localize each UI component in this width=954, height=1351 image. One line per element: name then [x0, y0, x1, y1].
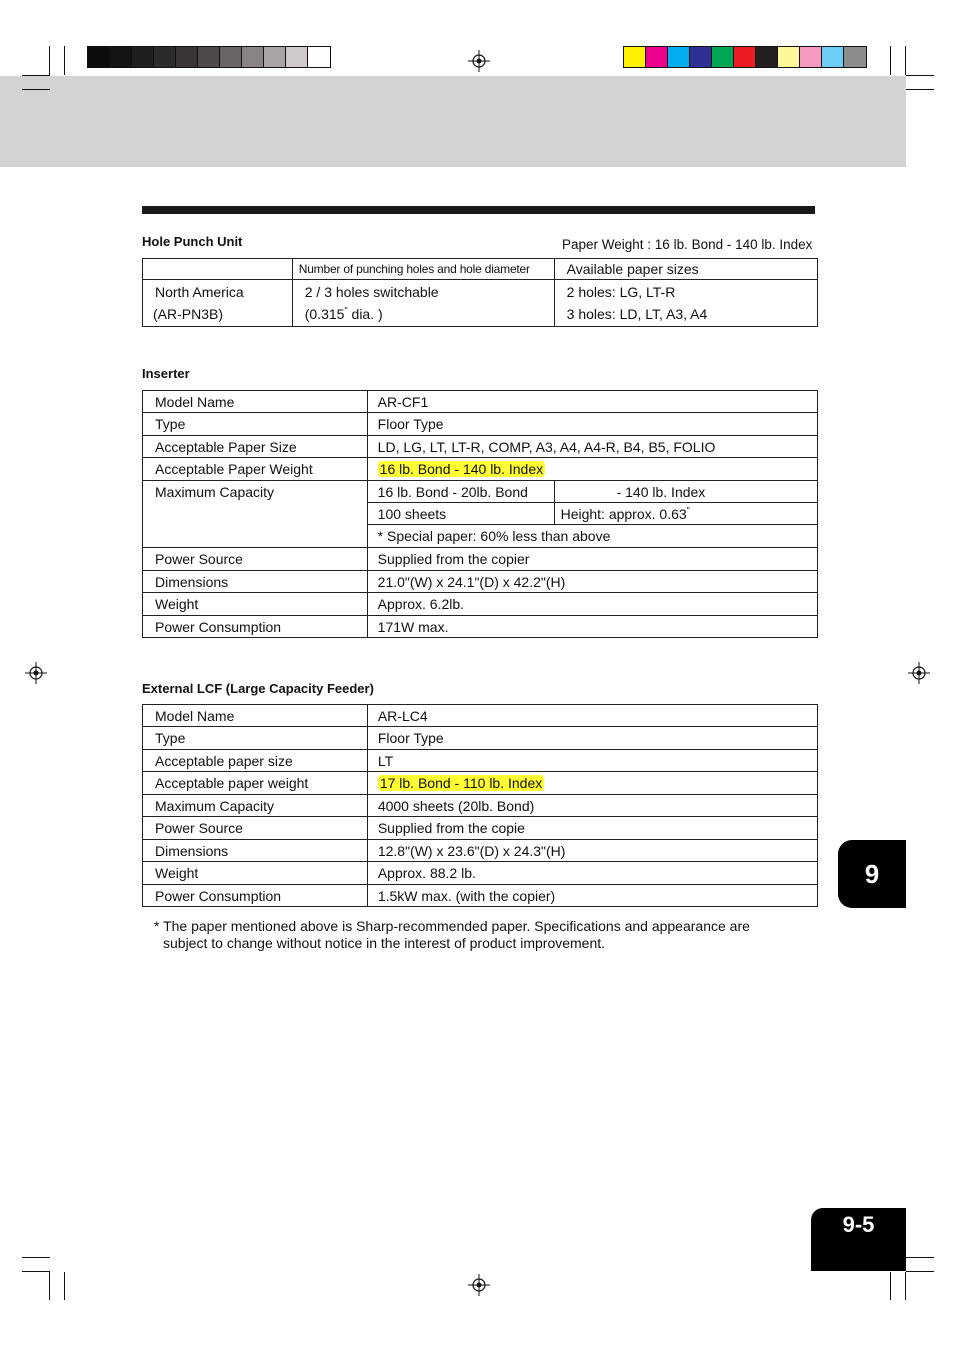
spec-value: Approx. 6.2lb. [367, 593, 817, 616]
spec-label: Power Consumption [143, 616, 368, 638]
color-swatch [756, 47, 778, 67]
color-swatch [624, 47, 646, 67]
color-swatch [712, 47, 734, 67]
table-row [143, 259, 818, 280]
spec-label: Type [143, 727, 368, 750]
spec-value: AR-CF1 [367, 391, 817, 413]
color-swatch [822, 47, 844, 67]
spec-value: Floor Type [367, 727, 817, 750]
table-row [143, 727, 818, 750]
crop-mark [22, 89, 50, 90]
spec-value: 12.8"(W) x 23.6"(D) x 24.3"(H) [367, 840, 817, 862]
spec-label: Maximum Capacity [143, 481, 368, 548]
crop-mark [905, 1272, 906, 1300]
color-swatch [132, 47, 154, 67]
table-row [143, 391, 818, 413]
table-row [143, 772, 818, 795]
color-swatch [734, 47, 756, 67]
table-row [143, 593, 818, 616]
spec-value: 4000 sheets (20lb. Bond) [367, 795, 817, 817]
spec-label: Maximum Capacity [143, 795, 368, 817]
inserter-table [142, 390, 818, 638]
table-row [143, 481, 818, 503]
crop-mark [890, 1272, 891, 1300]
paper-weight-note: Paper Weight : 16 lb. Bond - 140 lb. Index [562, 237, 813, 252]
lcf-title: External LCF (Large Capacity Feeder) [142, 681, 374, 696]
color-swatch [778, 47, 800, 67]
table-row [143, 436, 818, 458]
region-name: North America [155, 284, 244, 300]
table-row [143, 280, 818, 327]
color-swatch [646, 47, 668, 67]
table-row [143, 862, 818, 885]
capacity-note: * Special paper: 60% less than above [367, 525, 817, 548]
crop-mark [49, 46, 50, 75]
color-swatch [690, 47, 712, 67]
color-swatch [844, 47, 866, 67]
grayscale-color-bar [87, 46, 331, 68]
spec-label: Model Name [143, 391, 368, 413]
spec-label: Model Name [143, 705, 368, 727]
region-model: (AR-PN3B) [153, 306, 224, 322]
color-swatch [264, 47, 286, 67]
capacity-height: Height: approx. 0.63" [554, 503, 817, 525]
table-row [143, 571, 818, 593]
table-row [143, 548, 818, 571]
footnote-line: subject to change without notice in the interest of product improvement. [163, 935, 606, 951]
crop-mark [22, 1257, 50, 1258]
process-color-bar [623, 46, 867, 68]
holes-switchable: 2 / 3 holes switchable [304, 284, 439, 300]
crop-mark [906, 1271, 934, 1272]
section-rule [142, 206, 815, 214]
color-swatch [308, 47, 330, 67]
hole-punch-table [142, 258, 818, 327]
capacity-sheets: 100 sheets [367, 503, 554, 525]
crop-mark [49, 1272, 50, 1300]
crop-mark [64, 46, 65, 75]
spec-label: Dimensions [143, 840, 368, 862]
crop-mark [64, 1272, 65, 1300]
header-sizes: Available paper sizes [554, 259, 817, 280]
crop-mark [906, 1257, 934, 1258]
capacity-head-bond: 16 lb. Bond - 20lb. Bond [367, 481, 554, 503]
spec-label: Power Source [143, 817, 368, 840]
color-swatch [110, 47, 132, 67]
color-swatch [88, 47, 110, 67]
crop-mark [906, 75, 934, 76]
region-cell [143, 280, 293, 327]
spec-label: Dimensions [143, 571, 368, 593]
sizes-3holes: 3 holes: LD, LT, A3, A4 [566, 306, 708, 322]
spec-label: Acceptable paper size [143, 750, 368, 772]
color-swatch [154, 47, 176, 67]
spec-value: 1.5kW max. (with the copier) [367, 885, 817, 907]
color-swatch [220, 47, 242, 67]
footnote-line: * The paper mentioned above is Sharp-recommended paper. Specifications and appearance are [154, 918, 750, 934]
page-number: 9-5 [811, 1208, 906, 1271]
spec-value: 21.0"(W) x 24.1"(D) x 42.2"(H) [367, 571, 817, 593]
inserter-title: Inserter [142, 366, 190, 381]
spec-value: LD, LG, LT, LT-R, COMP, A3, A4, A4-R, B4, B5, FOLIO [367, 436, 817, 458]
footnote [154, 918, 750, 952]
table-row [143, 413, 818, 436]
crop-mark [905, 46, 906, 75]
color-swatch [176, 47, 198, 67]
spec-value: Supplied from the copie [367, 817, 817, 840]
spec-label: Type [143, 413, 368, 436]
registration-mark-icon [25, 662, 47, 684]
crop-mark [906, 89, 934, 90]
capacity-head-index: - 140 lb. Index [554, 481, 817, 503]
spec-value: Approx. 88.2 lb. [367, 862, 817, 885]
spec-value: 171W max. [367, 616, 817, 638]
registration-mark-icon [908, 662, 930, 684]
sizes-cell [554, 280, 817, 327]
header-holes: Number of punching holes and hole diameter [292, 259, 554, 280]
spec-label: Acceptable Paper Weight [143, 458, 368, 481]
hole-punch-title: Hole Punch Unit [142, 234, 243, 249]
color-swatch [198, 47, 220, 67]
table-row [143, 840, 818, 862]
table-row [143, 795, 818, 817]
spec-label: Weight [143, 593, 368, 616]
chapter-tab: 9 [838, 840, 906, 908]
table-row [143, 616, 818, 638]
color-swatch [800, 47, 822, 67]
spec-value: LT [367, 750, 817, 772]
table-row [143, 817, 818, 840]
spec-label: Power Consumption [143, 885, 368, 907]
header-empty-cell [143, 259, 293, 280]
color-swatch [286, 47, 308, 67]
table-row [143, 885, 818, 907]
crop-mark [890, 46, 891, 75]
spec-value [367, 458, 817, 481]
crop-mark [22, 75, 50, 76]
spec-label: Weight [143, 862, 368, 885]
spec-label: Power Source [143, 548, 368, 571]
color-swatch [668, 47, 690, 67]
sizes-2holes: 2 holes: LG, LT-R [566, 284, 676, 300]
spec-value: Floor Type [367, 413, 817, 436]
lcf-table [142, 704, 818, 907]
hole-diameter: (0.315" dia. ) [304, 305, 383, 322]
table-row [143, 458, 818, 481]
spec-label: Acceptable Paper Size [143, 436, 368, 458]
header-band [0, 76, 906, 167]
registration-mark-icon [468, 50, 490, 72]
spec-value: Supplied from the copier [367, 548, 817, 571]
spec-value [367, 772, 817, 795]
highlighted-value: 16 lb. Bond - 140 lb. Index [379, 461, 544, 477]
registration-mark-icon [468, 1274, 490, 1296]
highlighted-value: 17 lb. Bond - 110 lb. Index [379, 775, 543, 791]
table-row [143, 750, 818, 772]
spec-value: AR-LC4 [367, 705, 817, 727]
spec-label: Acceptable paper weight [143, 772, 368, 795]
color-swatch [242, 47, 264, 67]
holes-cell [292, 280, 554, 327]
crop-mark [22, 1271, 50, 1272]
table-row [143, 705, 818, 727]
